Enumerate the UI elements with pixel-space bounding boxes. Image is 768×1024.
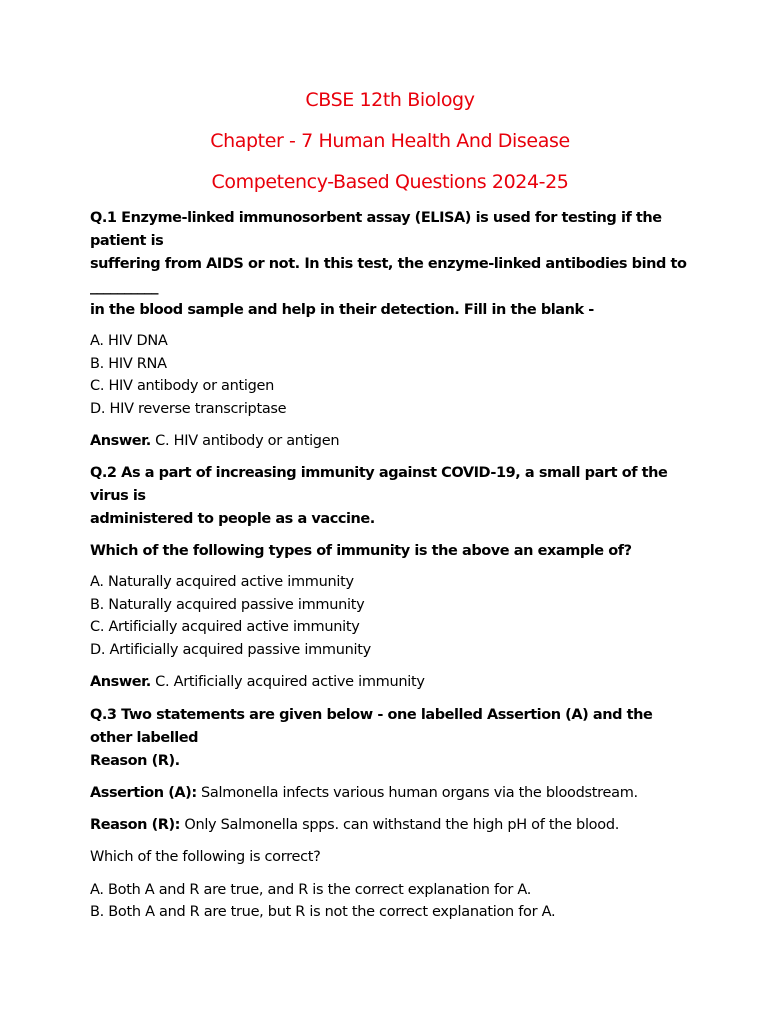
question-2-options bbox=[90, 571, 690, 662]
question-1 bbox=[90, 207, 690, 453]
option-c: C. Artificially acquired active immunity bbox=[90, 619, 360, 636]
question-2 bbox=[90, 462, 690, 694]
question-1-options bbox=[90, 330, 690, 421]
assertion bbox=[90, 782, 690, 805]
reason-label: Reason (R): bbox=[90, 816, 181, 833]
option-d: D. Artificially acquired passive immunity bbox=[90, 641, 371, 658]
question-3-prompt: Which of the following is correct? bbox=[90, 848, 321, 865]
question-2-answer bbox=[90, 671, 690, 694]
option-d: D. HIV reverse transcriptase bbox=[90, 401, 287, 418]
option-b: B. Naturally acquired passive immunity bbox=[90, 596, 365, 613]
answer-text: C. Artificially acquired active immunity bbox=[150, 673, 425, 690]
question-1-line-3: in the blood sample and help in their detection. Fill in the blank - bbox=[90, 302, 594, 318]
option-a: A. Naturally acquired active immunity bbox=[90, 573, 354, 590]
question-1-line-2: suffering from AIDS or not. In this test, the enzyme-linked antibodies bind to __________ bbox=[90, 256, 687, 295]
question-3 bbox=[90, 704, 690, 924]
document-page bbox=[90, 88, 690, 924]
option-b: B. HIV RNA bbox=[90, 355, 167, 372]
answer-text: C. HIV antibody or antigen bbox=[150, 432, 340, 449]
option-c: C. HIV antibody or antigen bbox=[90, 378, 275, 395]
question-3-options bbox=[90, 879, 690, 924]
document-title: CBSE 12th Biology bbox=[305, 89, 475, 111]
option-a: A. HIV DNA bbox=[90, 333, 168, 349]
question-2-prompt: Which of the following types of immunity is the above an example of? bbox=[90, 542, 632, 559]
assertion-label: Assertion (A): bbox=[90, 784, 197, 801]
subtitle: Competency-Based Questions 2024-25 bbox=[211, 171, 569, 193]
assertion-text: Salmonella infects various human organs via the bloodstream. bbox=[196, 784, 638, 801]
question-2-line-1: Q.2 As a part of increasing immunity against COVID-19, a small part of the virus is bbox=[90, 464, 668, 504]
question-1-answer bbox=[90, 430, 690, 453]
question-1-line-1: Q.1 Enzyme-linked immunosorbent assay (ELISA) is used for testing if the patient is bbox=[90, 210, 662, 249]
answer-label: Answer. bbox=[90, 673, 151, 690]
question-3-line-2: Reason (R). bbox=[90, 752, 180, 769]
option-a: A. Both A and R are true, and R is the correct explanation for A. bbox=[90, 881, 532, 898]
reason bbox=[90, 814, 690, 837]
reason-text: Only Salmonella spps. can withstand the high pH of the blood. bbox=[180, 816, 620, 833]
answer-label: Answer. bbox=[90, 432, 151, 449]
chapter-title: Chapter - 7 Human Health And Disease bbox=[210, 130, 570, 152]
question-3-line-1: Q.3 Two statements are given below - one labelled Assertion (A) and the other labelled bbox=[90, 706, 653, 746]
question-2-line-2: administered to people as a vaccine. bbox=[90, 510, 375, 527]
option-b: B. Both A and R are true, but R is not the correct explanation for A. bbox=[90, 904, 556, 921]
